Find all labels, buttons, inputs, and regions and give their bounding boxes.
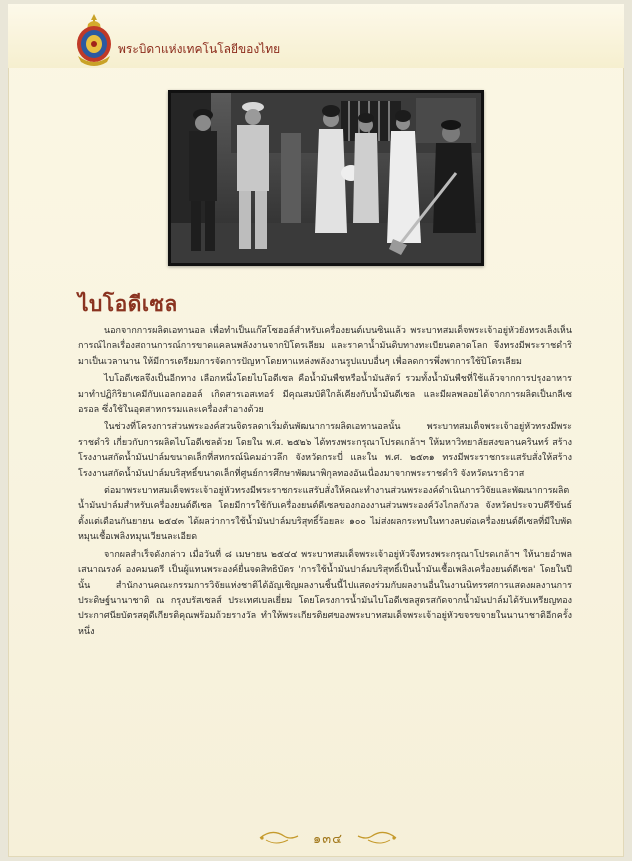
article-paragraph: นอกจากการผลิตเอทานอล เพื่อทำเป็นแก๊สโซฮอล์สำหรับเครื่องยนต์เบนซินแล้ว พระบาทสมเด็จพระเจ้าอยู่หัวยังทรงเล็งเห็นการณ์ไกลเรื่องสถานการณ์การขาดแคลนพลังงานจากปิโตรเลียม และราคาน้ำมันดิบทางทะเบียนตลาดโลก จึงทรงมีพระราชดำริมาเป็นเวลานาน ให้มีการเตรียมการจัดการปัญหาโดยหาแหล่งพลังงานรูปแบบอื่นๆ เพื่อลดการพึ่งพาการใช้ปิโตรเลียม <box>78 326 572 367</box>
page-footer <box>258 826 398 848</box>
historical-photo <box>168 90 484 266</box>
royal-emblem-icon <box>74 12 114 68</box>
article-paragraph: ไบโอดีเซลจึงเป็นอีกทาง เลือกหนึ่งโดยไบโอดีเซล คือน้ำมันพืชหรือน้ำมันสัตว์ รวมทั้งน้ำมันพืชที่ใช้แล้วจากการปรุงอาหาร มาทำปฏิกิริยาเคมีกับแอลกอฮอล์ เกิดสารเอสเทอร์ มีคุณสมบัติใกล้เคียงกับน้ำมันดีเซล และมีผลพลอยได้จากการผลิตเป็นกลีเซอรอล ซึ่งใช้ในอุตสาหกรรมและเครื่องสำอางด้วย <box>78 374 572 416</box>
article-paragraph: ต่อมาพระบาทสมเด็จพระเจ้าอยู่หัวทรงมีพระราชกระแสรับสั่งให้คณะทำงานส่วนพระองค์ดำเนินการวิจัยและพัฒนาการผลิตน้ำมันปาล์มสำหรับเครื่องยนต์ดีเซล โดยมีการใช้กับเครื่องยนต์ดีเซลของกองงานส่วนพระองค์วังไกลกังวล จังหวัดประจวบคีรีขันธ์ ตั้งแต่เดือนกันยายน ๒๕๔๓ ได้ผลว่าการใช้น้ำมันปาล์มบริสุทธิ์ร้อยละ ๑๐๐ ไม่ส่งผลกระทบในทางลบต่อเครื่องยนต์ดีเซลที่มีใบพัดหมุนเชื้อเพลิงหมุนเวียนละเอียด <box>78 486 572 543</box>
header-title: พระบิดาแห่งเทคโนโลยีของไทย <box>118 42 281 56</box>
article-heading: ไบโอดีเซล <box>78 292 178 316</box>
page <box>8 4 624 857</box>
photo-image <box>171 93 481 263</box>
page-number: ๑๓๔ <box>313 832 343 847</box>
article-body <box>78 324 572 642</box>
article-paragraph: ในช่วงที่โครงการส่วนพระองค์สวนจิตรลดาเริ่มต้นพัฒนาการผลิตเอทานอลนั้น พระบาทสมเด็จพระเจ้าอยู่หัวทรงมีพระราชดำริ เกี่ยวกับการผลิตไบโอดีเซลด้วย โดยใน พ.ศ. ๒๕๒๖ ได้ทรงพระกรุณาโปรดเกล้าฯ ให้มหาวิทยาลัยสงขลานครินทร์ สร้างโรงงานสกัดน้ำมันปาล์มขนาดเล็กที่สหกรณ์นิคมอ่าวลึก จังหวัดกระบี่ และใน พ.ศ. ๒๕๓๑ ทรงมีพระราชกระแสรับสั่งให้สร้างโรงงานสกัดน้ำมันปาล์มบริสุทธิ์ขนาดเล็กที่ศูนย์การศึกษาพัฒนาพิกุลทองอันเนื่องมาจากพระราชดำริ จังหวัดนราธิวาส <box>78 422 572 479</box>
article-paragraph: จากผลสำเร็จดังกล่าว เมื่อวันที่ ๘ เมษายน ๒๕๔๔ พระบาทสมเด็จพระเจ้าอยู่หัวจึงทรงพระกรุณาโปรดเกล้าฯ ให้นายอำพล เสนาณรงค์ องคมนตรี เป็นผู้แทนพระองค์ยื่นจดสิทธิบัตร 'การใช้น้ำมันปาล์มบริสุทธิ์เป็นน้ำมันเชื้อเพลิงเครื่องยนต์ดีเซล' โดยในปีนั้น สำนักงานคณะกรรมการวิจัยแห่งชาติได้อัญเชิญผลงานชิ้นนี้ไปแสดงร่วมกับผลงานอื่นในงานนิทรรศการแสดงผลงานการประดิษฐ์นานาชาติ ณ กรุงบรัสเซลส์ ประเทศเบลเยี่ยม โดยโครงการน้ำมันไบโอดีเซลสูตรสกัดจากน้ำมันปาล์มได้รับเหรียญทองประกาศนียบัตรสดุดีเกียรติคุณพร้อมถ้วยรางวัล ทำให้พระเกียรติยศของพระบาทสมเด็จพระเจ้าอยู่หัวขจรขจายในนานาชาติอีกครั้งหนึ่ง <box>78 549 572 637</box>
